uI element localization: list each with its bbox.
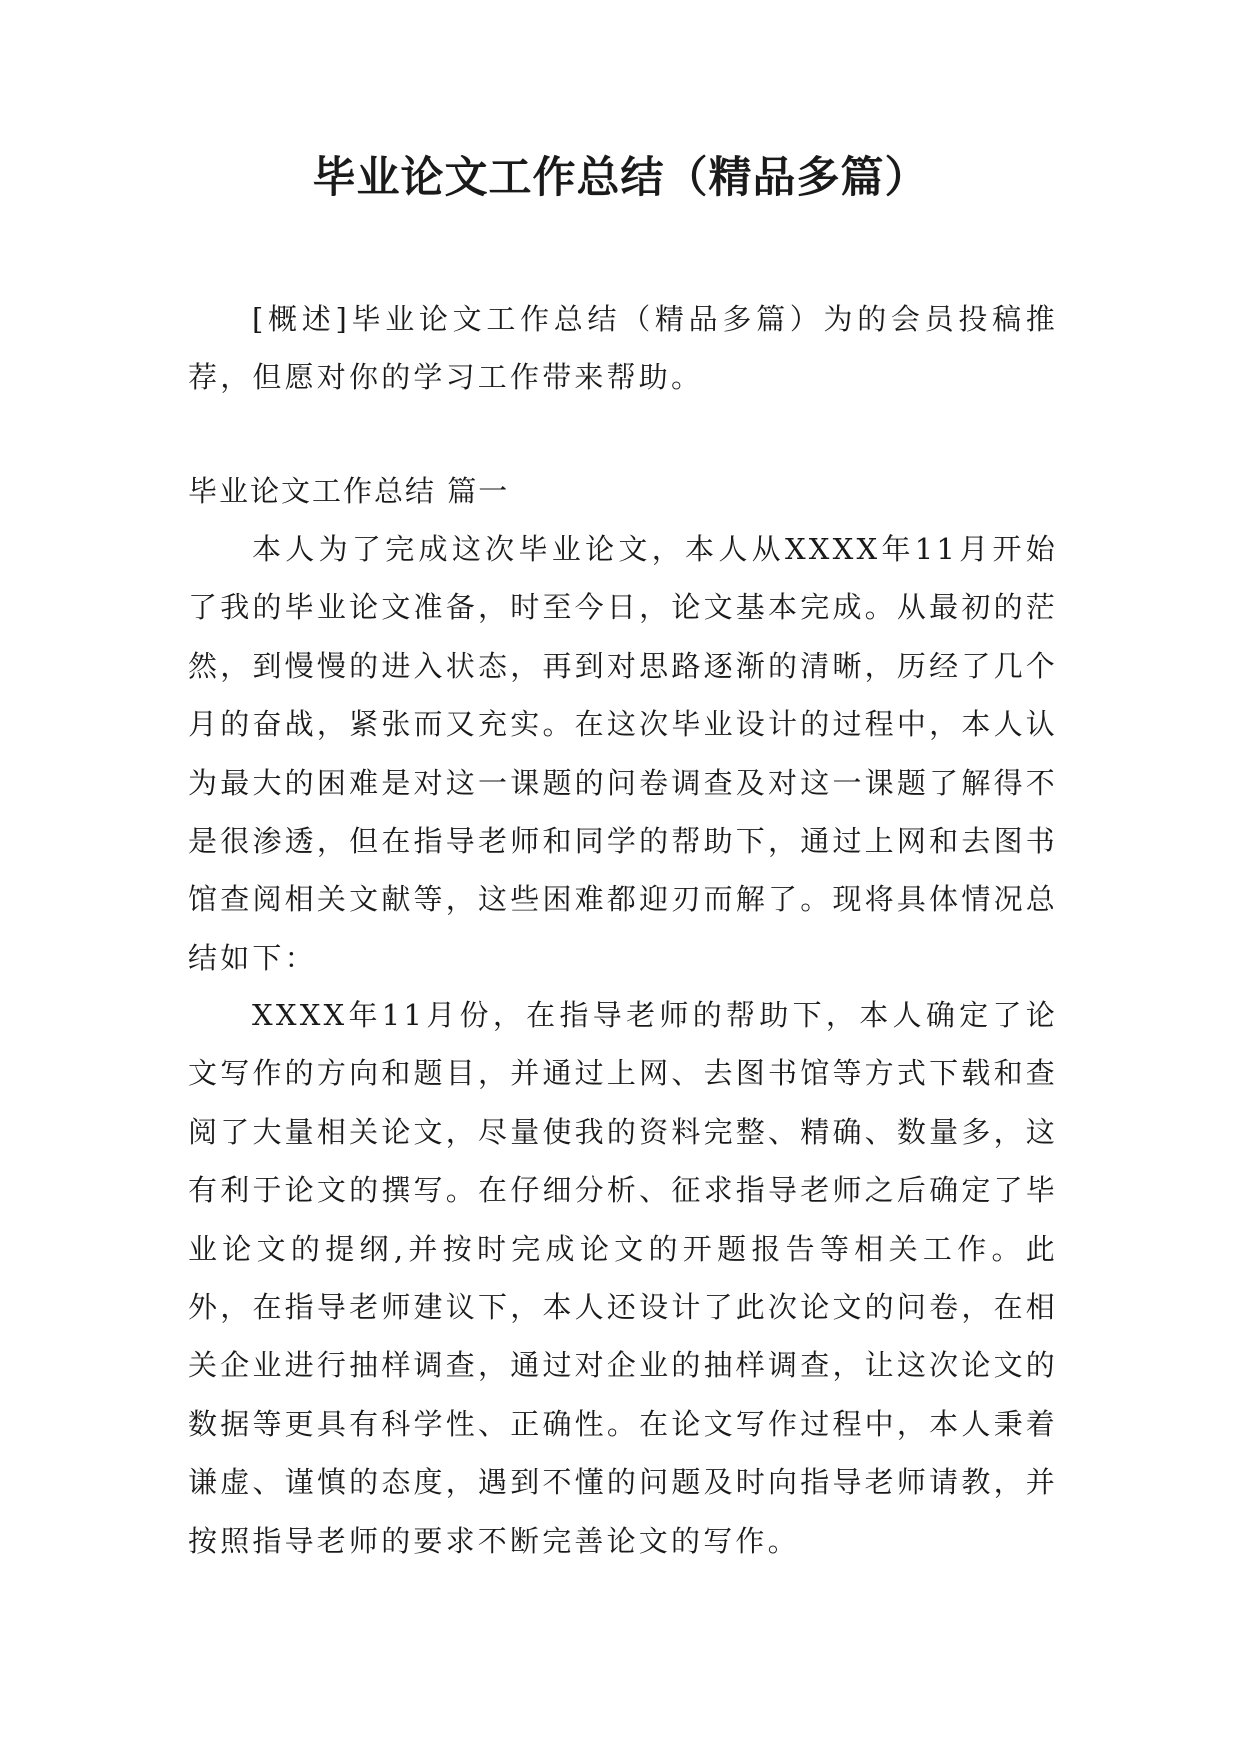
section-heading: 毕业论文工作总结 篇一 — [188, 474, 510, 508]
body-paragraph: 本人为了完成这次毕业论文，本人从XXXX年11月开始了我的毕业论文准备，时至今日，论文基本完成。从最初的茫然，到慢慢的进入状态，再到对思路逐渐的清晰，历经了几个月的奋战，紧张而又充实。在这次毕业设计的过程中，本人认为最大的困难是对这一课题的问卷调查及对这一课题了解得不是很渗透，但在指导老师和同学的帮助下，通过上网和去图书馆查阅相关文献等，这些困难都迎刃而解了。现将具体情况总结如下： — [188, 532, 1058, 975]
document-title: 毕业论文工作总结（精品多篇） — [312, 153, 929, 203]
body-paragraph: XXXX年11月份，在指导老师的帮助下，本人确定了论文写作的方向和题目，并通过上网、去图书馆等方式下载和查阅了大量相关论文，尽量使我的资料完整、精确、数量多，这有利于论文的撰写。在仔细分析、征求指导老师之后确定了毕业论文的提纲,并按时完成论文的开题报告等相关工作。此外，在指导老师建议下，本人还设计了此次论文的问卷，在相关企业进行抽样调查，通过对企业的抽样调查，让这次论文的数据等更具有科学性、正确性。在论文写作过程中，本人秉着谦虚、谨慎的态度，遇到不懂的问题及时向指导老师请教，并按照指导老师的要求不断完善论文的写作。 — [188, 998, 1058, 1558]
abstract-paragraph: [概述]毕业论文工作总结（精品多篇）为的会员投稿推荐，但愿对你的学习工作带来帮助。 — [188, 302, 1058, 394]
